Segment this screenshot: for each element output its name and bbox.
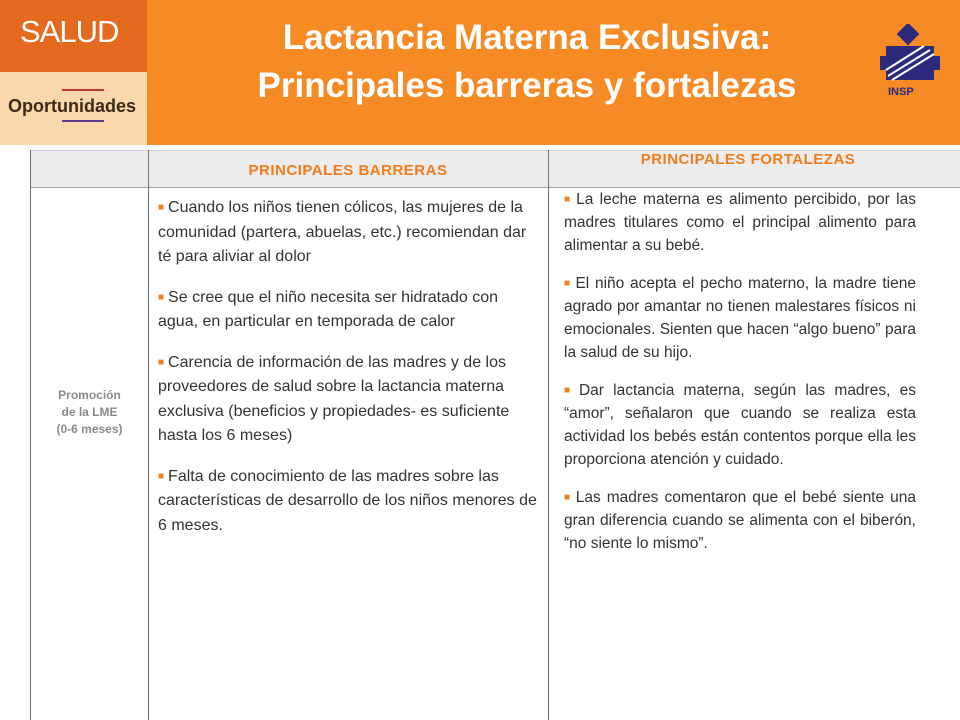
oportunidades-logo-text: Oportunidades bbox=[8, 96, 137, 116]
fortaleza-text: Las madres comentaron que el bebé siente una gran diferencia cuando se alimenta con el biberón, “no siente lo mismo”. bbox=[564, 489, 916, 552]
fortaleza-item bbox=[564, 379, 916, 471]
bullet-icon: ■ bbox=[564, 278, 572, 289]
row-label-line: Promoción bbox=[58, 388, 121, 402]
table-divider bbox=[30, 150, 31, 720]
barrera-text: Carencia de información de las madres y de los proveedores de salud sobre la lactancia materna exclusiva (beneficios y propiedades- es suficiente hasta los 6 meses) bbox=[158, 353, 510, 444]
fortaleza-text: La leche materna es alimento percibido, por las madres titulares como el principal alimento para alimentar a su bebé. bbox=[564, 191, 916, 254]
header-banner bbox=[0, 0, 960, 145]
column-header-barreras: PRINCIPALES BARRERAS bbox=[248, 162, 448, 179]
barrera-item bbox=[158, 286, 540, 335]
fortaleza-text: El niño acepta el pecho materno, la madre tiene agrado por amantar no tienen malestares físicos ni emocionales. Sienten que hacen “algo bueno” para la salud de su hijo. bbox=[564, 275, 916, 361]
bullet-icon: ■ bbox=[158, 202, 165, 213]
table-divider bbox=[148, 150, 149, 720]
barrera-item bbox=[158, 465, 540, 539]
barreras-list bbox=[158, 196, 540, 554]
table-divider bbox=[548, 150, 549, 720]
column-header-fortalezas: PRINCIPALES FORTALEZAS bbox=[640, 151, 856, 168]
title-line-1: Lactancia Materna Exclusiva: bbox=[282, 18, 772, 57]
table-header-row bbox=[30, 150, 960, 188]
fortalezas-list bbox=[564, 188, 916, 570]
logo-accent-line bbox=[62, 89, 104, 91]
barrera-text: Falta de conocimiento de las madres sobre las características de desarrollo de los niños menores de 6 meses. bbox=[158, 467, 537, 534]
bullet-icon: ■ bbox=[564, 194, 573, 205]
bullet-icon: ■ bbox=[158, 291, 165, 303]
bullet-icon: ■ bbox=[158, 356, 165, 368]
page-title bbox=[147, 14, 907, 110]
logo-accent-line bbox=[62, 120, 104, 122]
fortaleza-item bbox=[564, 188, 916, 257]
bullet-icon: ■ bbox=[564, 492, 572, 503]
barrera-item bbox=[158, 196, 540, 270]
insp-logo-label: INSP bbox=[888, 86, 914, 98]
bullet-icon: ■ bbox=[158, 470, 165, 482]
barrera-text: Cuando los niños tienen cólicos, las mujeres de la comunidad (partera, abuelas, etc.) recomiendan dar té para aliviar al dolor bbox=[158, 199, 527, 265]
row-label-line: (0-6 meses) bbox=[56, 422, 123, 436]
row-label bbox=[32, 387, 147, 438]
barrera-item bbox=[158, 351, 540, 449]
title-line-2: Principales barreras y fortalezas bbox=[257, 66, 797, 105]
fortaleza-item bbox=[564, 272, 916, 364]
bullet-icon: ■ bbox=[564, 385, 575, 396]
fortaleza-item bbox=[564, 486, 916, 555]
oportunidades-logo bbox=[0, 72, 147, 145]
fortaleza-text: Dar lactancia materna, según las madres, es “amor”, señalaron que cuando se realiza esta actividad los bebés están contentos porque ella les proporciona atención y cuidado. bbox=[564, 382, 916, 468]
salud-logo-text: SALUD bbox=[20, 14, 119, 49]
salud-logo bbox=[0, 0, 147, 72]
barrera-text: Se cree que el niño necesita ser hidratado con agua, en particular en temporada de calor bbox=[158, 288, 499, 330]
row-label-line: de la LME bbox=[61, 405, 118, 419]
